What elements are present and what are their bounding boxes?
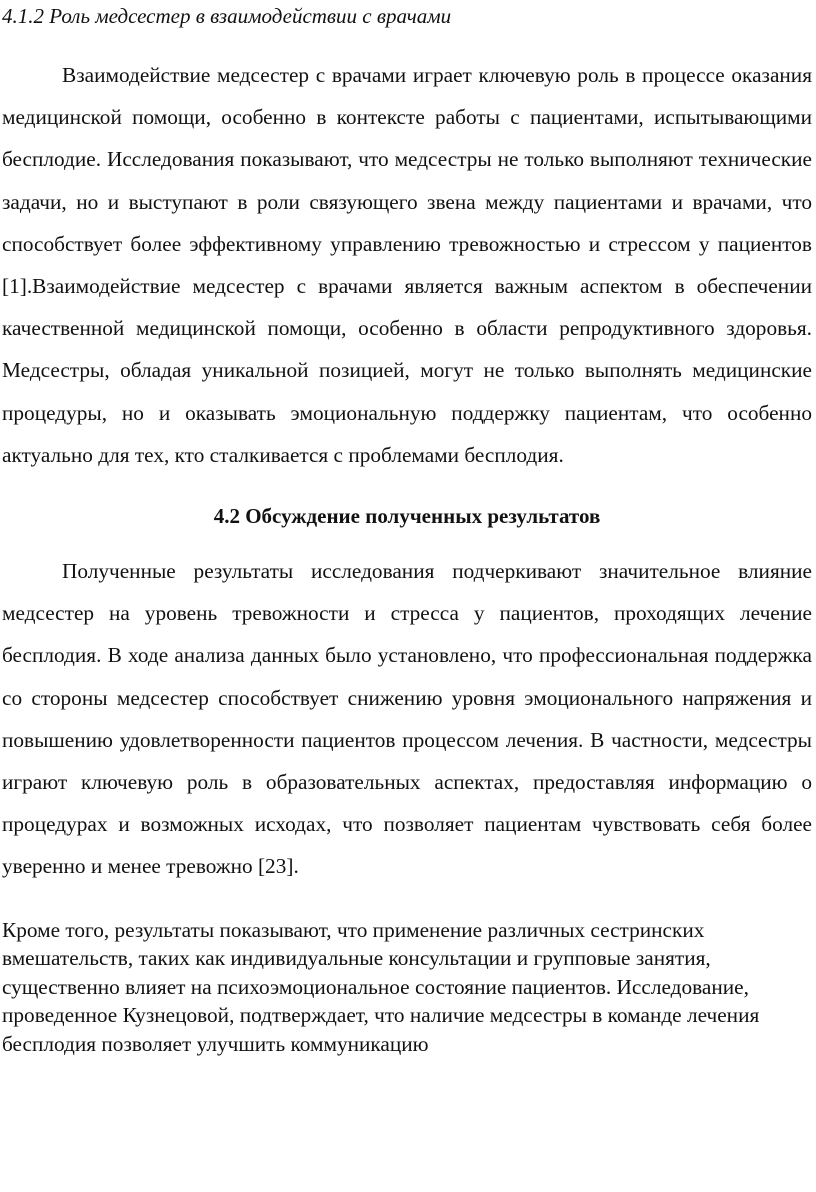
paragraph-interventions: Кроме того, результаты показывают, что применение различных сестринских вмешательств, таких как индивидуальные консультации и групповые занятия, существенно влияет на психоэмоциональное состояние пациентов. Исследование, проведенное Кузнецовой, подтверждает, что наличие медсестры в команде лечения бесплодия позволяет улучшить коммуникацию [2,917,760,1057]
paragraph-nurse-doctor-interaction: Взаимодействие медсестер с врачами играет ключевую роль в процессе оказания медицинской помощи, особенно в контексте работы с пациентами, испытывающими бесплодие. Исследования показывают, что медсестры не только выполняют технические задачи, но и выступают в роли связующего звена между пациентами и врачами, что способствует более эффективному управлению тревожностью и стрессом у пациентов [1].Взаимодействие медсестер с врачами является важным аспектом в обеспечении качественной медицинской помощи, особенно в области репродуктивного здоровья. Медсестры, обладая уникальной позицией, могут не только выполнять медицинские процедуры, но и оказывать эмоциональную поддержку пациентам, что особенно актуально для тех, кто сталкивается с проблемами бесплодия. [2,63,812,467]
section-title: 4.2 Обсуждение полученных результатов [213,504,601,529]
paragraph-results-discussion: Полученные результаты исследования подчеркивают значительное влияние медсестер на уровень тревожности и стресса у пациентов, проходящих лечение бесплодия. В ходе анализа данных было установлено, что профессиональная поддержка со стороны медсестер способствует снижению уровня эмоционального напряжения и повышению удовлетворенности пациентов процессом лечения. В частности, медсестры играют ключевую роль в образовательных аспектах, предоставляя информацию о процедурах и возможных исходах, что позволяет пациентам чувствовать себя более уверенно и менее тревожно [23]. [2,559,812,879]
subsection-title: 4.1.2 Роль медсестер в взаимодействии с врачами [2,4,452,28]
